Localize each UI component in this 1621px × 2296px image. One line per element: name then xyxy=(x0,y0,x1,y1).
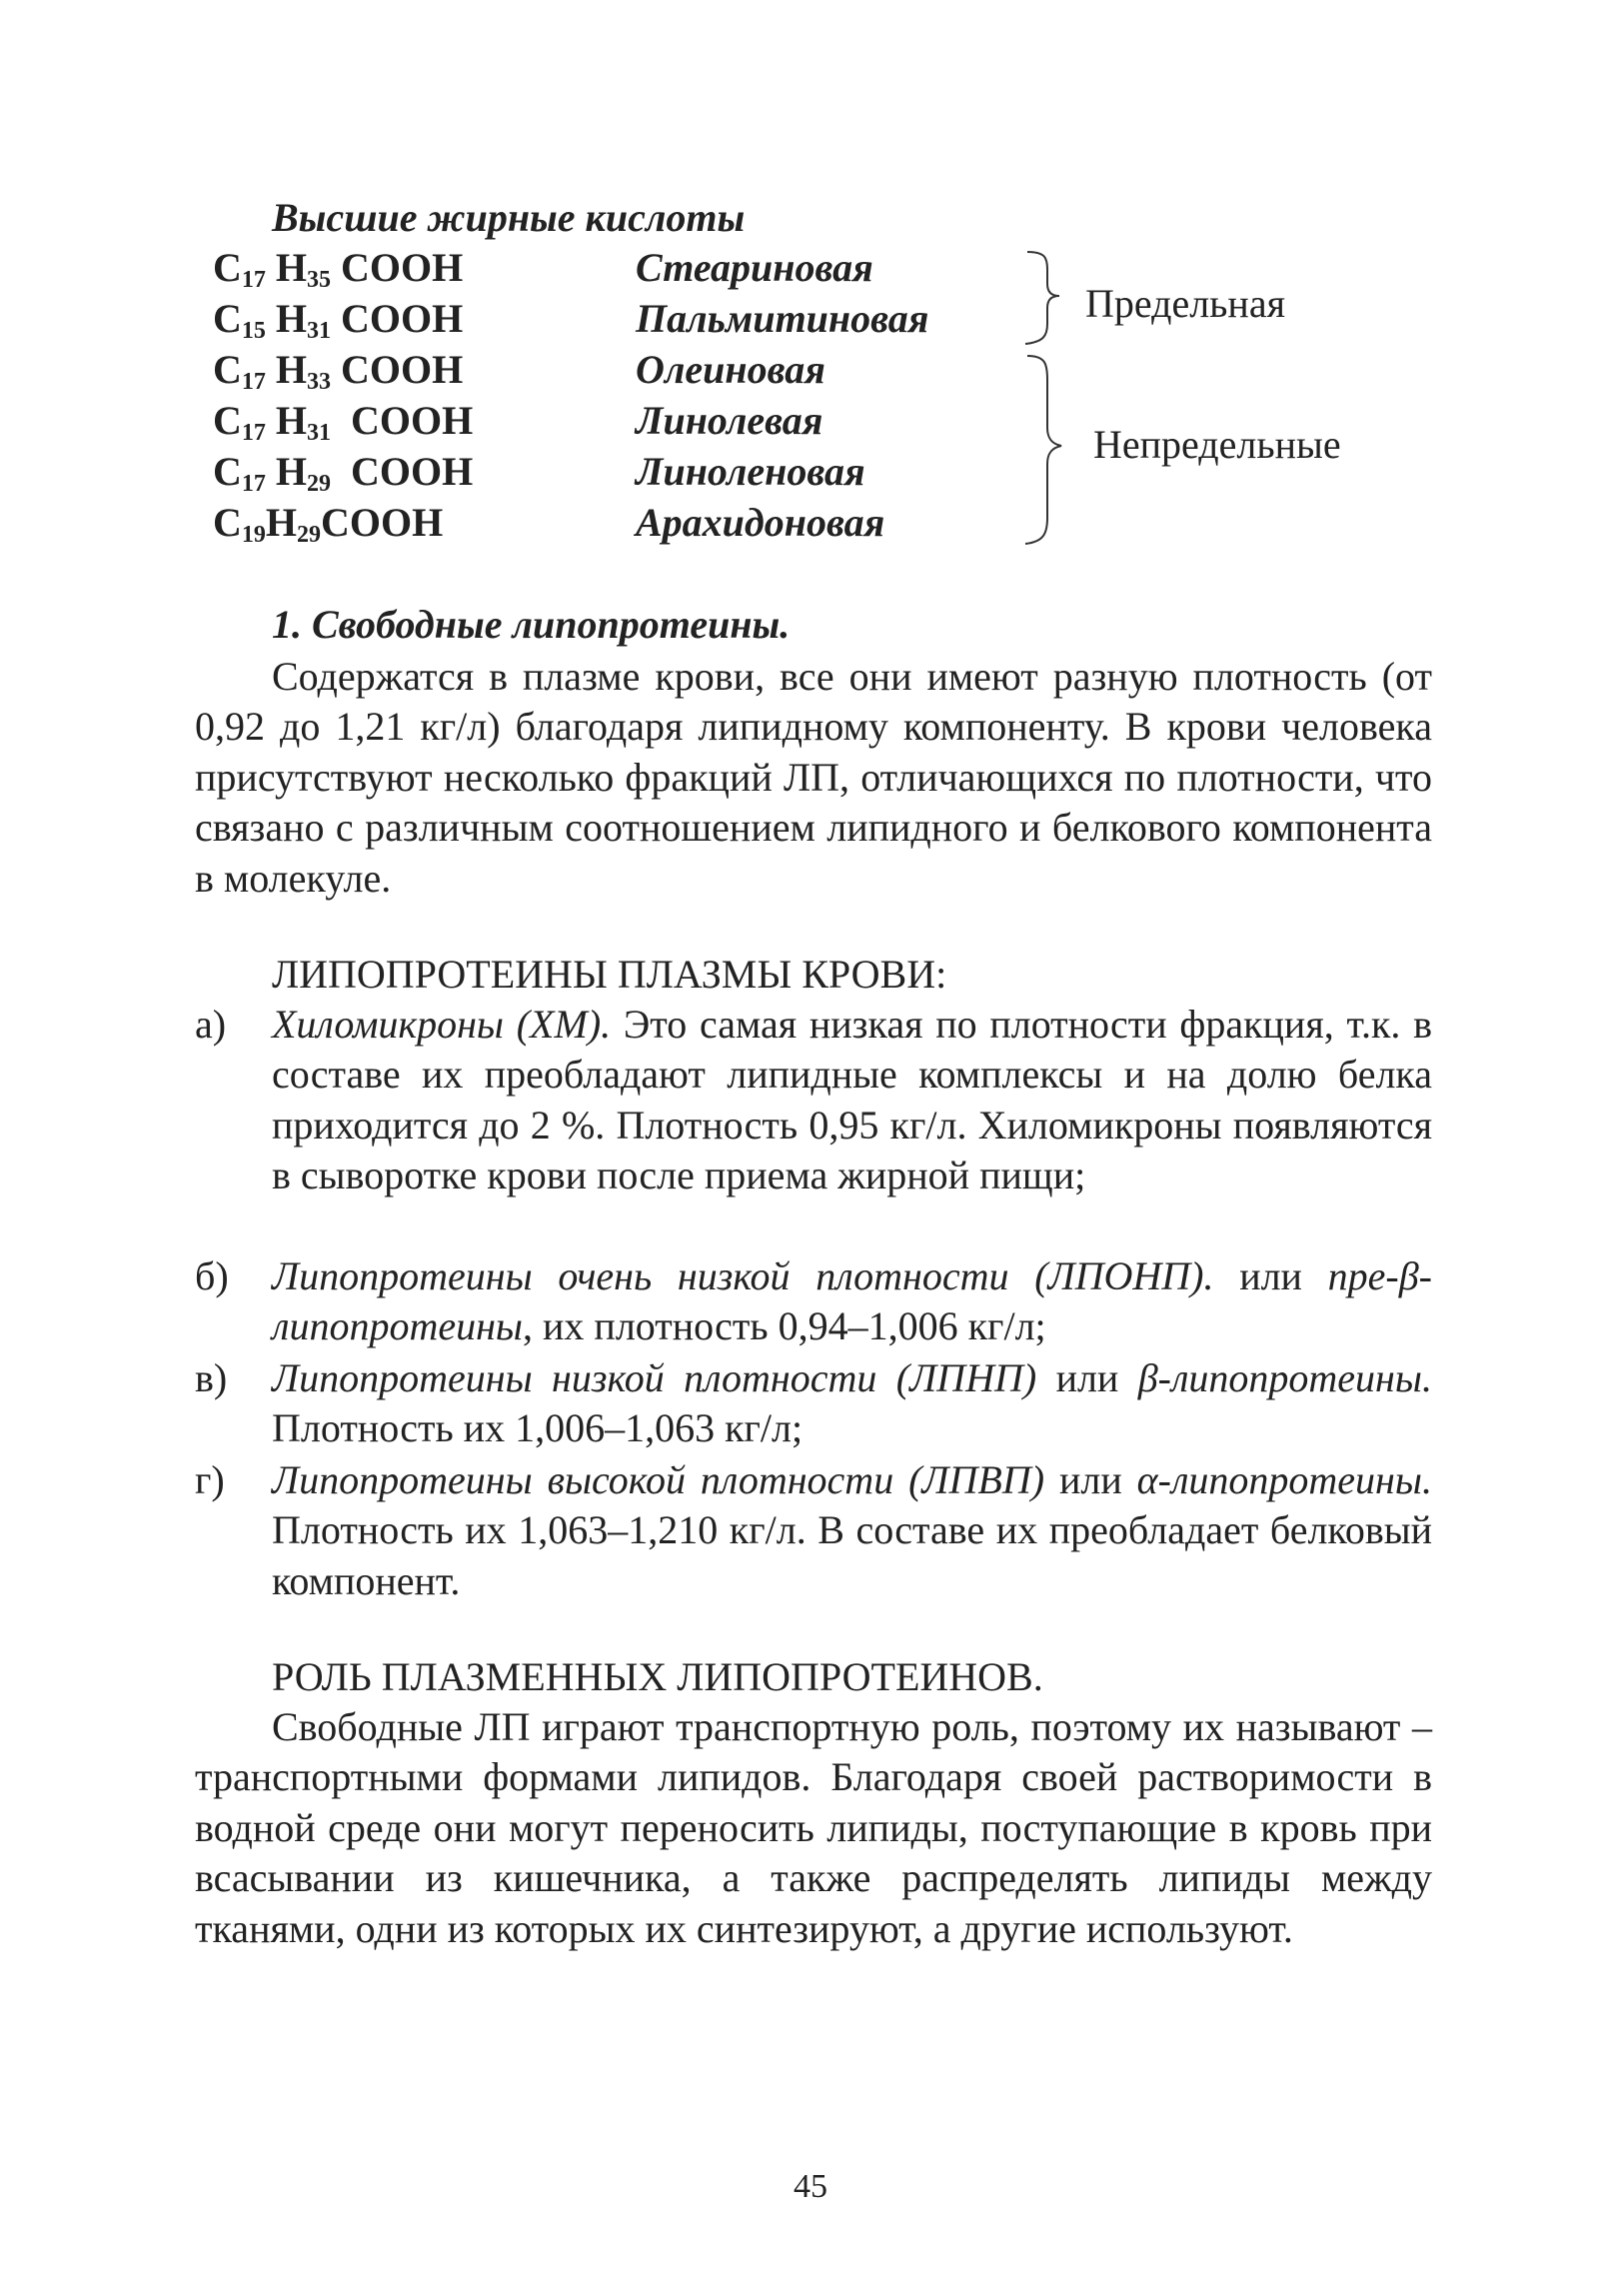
acid-row xyxy=(0,345,1621,395)
list-marker: а) xyxy=(195,1002,227,1047)
acid-name: Олеиновая xyxy=(636,347,825,392)
acids-table-title: Высшие жирные кислоты xyxy=(272,195,746,240)
section-title: 1. Свободные липопротеины. xyxy=(272,602,791,647)
page-number: 45 xyxy=(794,2168,827,2205)
saturated-label: Предельная xyxy=(1085,281,1285,326)
list-marker: г) xyxy=(195,1457,225,1502)
acid-name: Пальмитиновая xyxy=(636,296,929,341)
acid-name: Линолевая xyxy=(636,398,823,443)
list-marker: б) xyxy=(195,1253,229,1298)
acid-name: Стеариновая xyxy=(636,245,873,290)
acid-name: Линоленовая xyxy=(636,449,865,494)
acid-row xyxy=(0,294,1621,344)
saturated-brace-icon xyxy=(1019,248,1079,348)
section-paragraph: Содержатся в плазме крови, все они имеют разную плотность (от 0,92 до 1,21 кг/л) благодаря липидному компоненту. В крови человека присутствуют несколько фракций ЛП, отличающихся по плотности, что связано с различным соотношением липидного и белкового компонента в молекуле. xyxy=(195,654,1432,901)
acid-row xyxy=(0,243,1621,293)
acid-formula: $C_{19}H_{29}COOH$ xyxy=(213,500,444,548)
acid-row xyxy=(0,396,1621,446)
acid-row xyxy=(0,498,1621,548)
acid-formula: $C_{17}$ $H_{35}$ COOH xyxy=(213,245,464,293)
acid-formula: $C_{17}$ $H_{33}$ COOH xyxy=(213,347,464,395)
list-item-text: Хиломикроны (ХМ). Это самая низкая по плотности фракция, т.к. в составе их преобладают липидные комплексы и на долю белка приходится до 2 %. Плотность 0,95 кг/л. Хиломикроны появляются в сыворотке крови после приема жирной пищи; xyxy=(272,1002,1432,1198)
list-item-text: Липопротеины высокой плотности (ЛПВП) или α-липопротеины. Плотность их 1,063–1,210 кг/л. В составе их преобладает белковый компонент. xyxy=(272,1457,1432,1603)
list-item-text: Липопротеины очень низкой плотности (ЛПОНП). или пре-β-липопротеины, их плотность 0,94–1,006 кг/л; xyxy=(272,1253,1432,1349)
acid-name: Арахидоновая xyxy=(636,500,885,545)
acid-formula: $C_{15}$ $H_{31}$ COOH xyxy=(213,296,464,344)
acid-formula: $C_{17}$ $H_{31}$ COOH xyxy=(213,398,474,446)
role-paragraph: Свободные ЛП играют транспортную роль, поэтому их называют – транспортными формами липидов. Благодаря своей растворимости в водной среде они могут переносить липиды, поступающие в кровь при всасывании из кишечника, а также распределять липиды между тканями, одни из которых их синтезируют, а другие используют. xyxy=(195,1704,1432,1951)
acid-formula: $C_{17}$ $H_{29}$ COOH xyxy=(213,449,474,497)
role-heading: РОЛЬ ПЛАЗМЕННЫХ ЛИПОПРОТЕИНОВ. xyxy=(272,1654,1043,1699)
unsaturated-label: Непредельные xyxy=(1093,422,1341,467)
unsaturated-brace-icon xyxy=(1019,352,1079,547)
acid-row xyxy=(0,447,1621,497)
list-marker: в) xyxy=(195,1355,228,1400)
list-item-text: Липопротеины низкой плотности (ЛПНП) или β-липопротеины. Плотность их 1,006–1,063 кг/л; xyxy=(272,1355,1432,1451)
plasma-heading: ЛИПОПРОТЕИНЫ ПЛАЗМЫ КРОВИ: xyxy=(272,952,947,997)
